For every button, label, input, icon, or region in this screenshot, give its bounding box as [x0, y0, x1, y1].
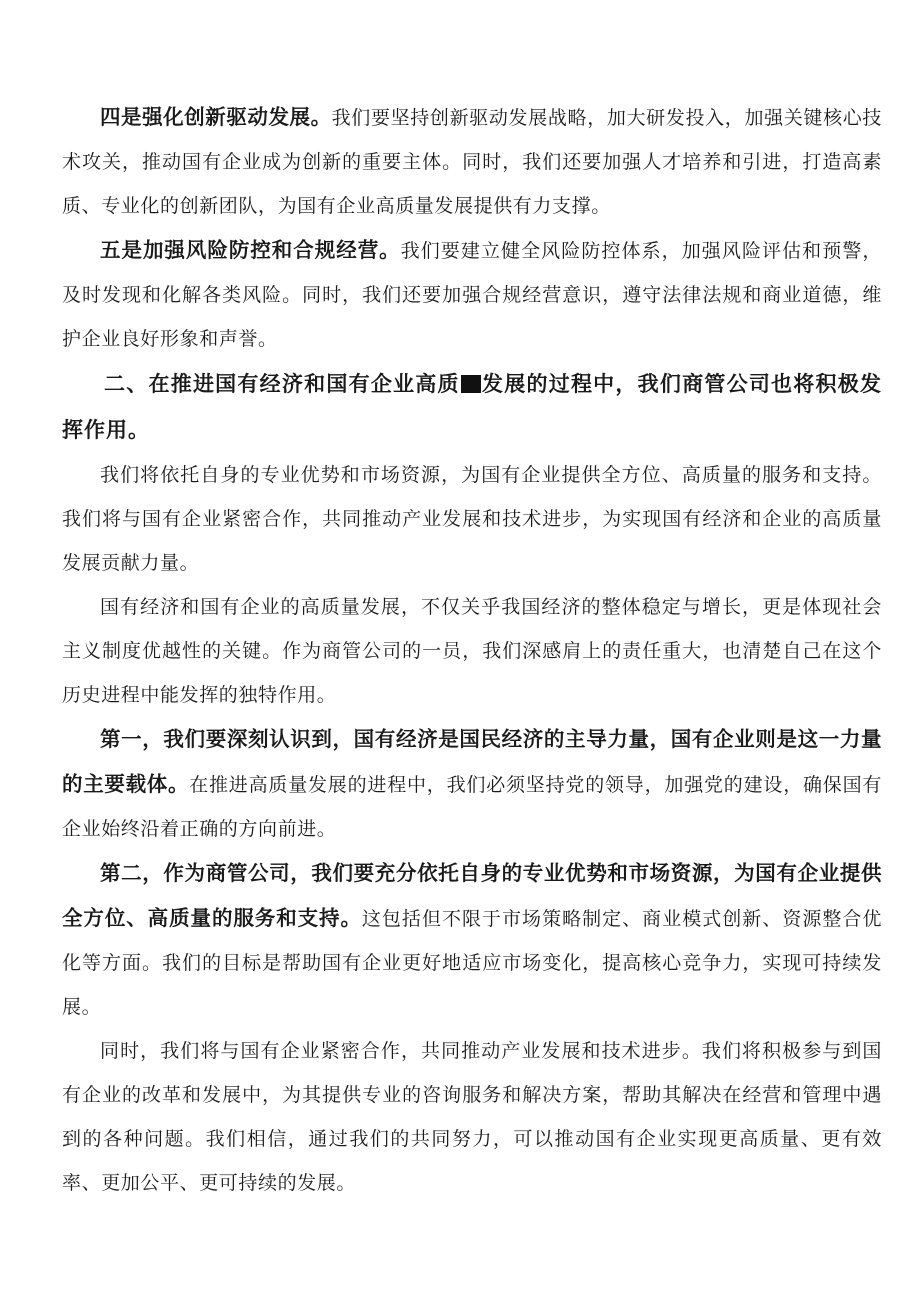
paragraph-lead: 五是加强风险防控和合规经营。 — [100, 238, 401, 262]
paragraph-lead: 第二，作为商管公司，我们要充分依托自身的专业优势和市场资源，为国有企业提供全方位、高质量的服务和支持。 — [62, 861, 882, 930]
heading-text-start: 二、在推进国有经济和国有企业高质 — [104, 372, 460, 396]
paragraph-first-point — [62, 717, 882, 851]
paragraph-body: 这包括但不限于市场策略制定、商业模式创新、资源整合优化等方面。我们的目标是帮助国有企业更好地适应市场变化，提高核心竞争力，实现可持续发展。 — [62, 908, 882, 1018]
paragraph-cooperation: 同时，我们将与国有企业紧密合作，共同推动产业发展和技术进步。我们将积极参与到国有企业的改革和发展中，为其提供专业的咨询服务和解决方案，帮助其解决在经营和管理中遇到的各种问题。我们相信，通过我们的共同努力，可以推动国有企业实现更高质量、更有效率、更加公平、更可持续的发展。 — [62, 1040, 882, 1194]
redaction-block — [461, 375, 481, 393]
paragraph-second-point — [62, 851, 882, 1029]
paragraph-body: 我们要坚持创新驱动发展战略，加大研发投入，加强关键核心技术攻关，推动国有企业成为创新的重要主体。同时，我们还要加强人才培养和引进，打造高素质、专业化的创新团队，为国有企业高质量发展提供有力支撑。 — [62, 107, 882, 217]
paragraph-lead: 四是强化创新驱动发展。 — [100, 105, 332, 129]
paragraph-services: 我们将依托自身的专业优势和市场资源，为国有企业提供全方位、高质量的服务和支持。我们将与国有企业紧密合作，共同推动产业发展和技术进步，为实现国有经济和企业的高质量发展贡献力量。 — [62, 464, 882, 574]
heading-text-end: 发展的过程中，我们商管公司也将积极发挥作用。 — [62, 372, 882, 442]
document-page — [62, 95, 882, 1205]
paragraph-body: 在推进高质量发展的进程中，我们必须坚持党的领导，加强党的建设，确保国有企业始终沿着正确的方向前进。 — [62, 774, 882, 840]
paragraph-risk-control — [62, 228, 882, 361]
paragraph-lead: 第一，我们要深刻认识到，国有经济是国民经济的主导力量，国有企业则是这一力量的主要载体。 — [62, 727, 882, 796]
paragraph-significance: 国有经济和国有企业的高质量发展，不仅关乎我国经济的整体稳定与增长，更是体现社会主义制度优越性的关键。作为商管公司的一员，我们深感肩上的责任重大，也清楚自己在这个历史进程中能发挥的独特作用。 — [62, 596, 882, 706]
paragraph-body: 我们要建立健全风险防控体系，加强风险评估和预警，及时发现和化解各类风险。同时，我们还要加强合规经营意识，遵守法律法规和商业道德，维护企业良好形象和声誉。 — [62, 240, 882, 350]
section-heading-2 — [62, 361, 882, 453]
paragraph-innovation — [62, 95, 882, 228]
